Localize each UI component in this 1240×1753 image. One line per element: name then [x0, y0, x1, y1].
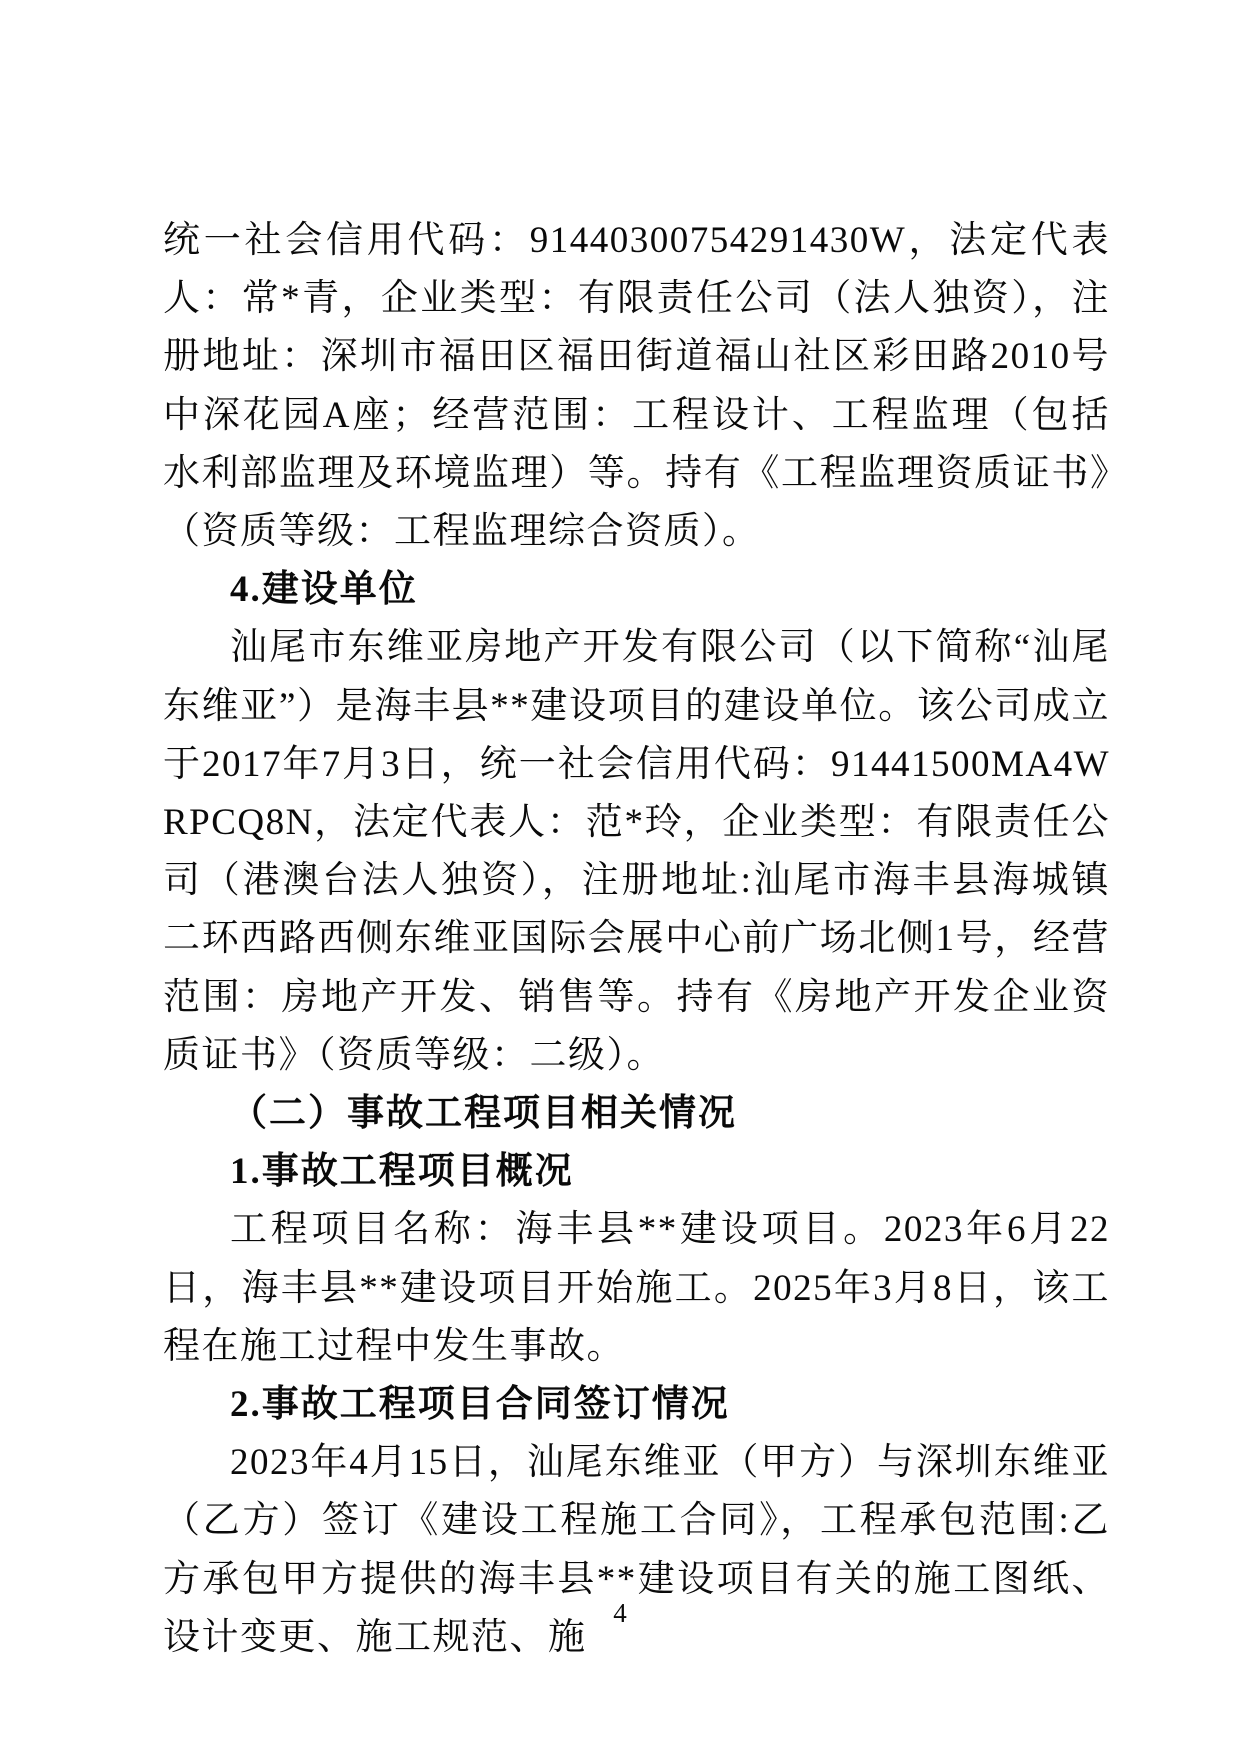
page-footer: [0, 1598, 1240, 1629]
paragraph: 2023年4月15日，汕尾东维亚（甲方）与深圳东维亚（乙方）签订《建设工程施工合同》，工程承包范围:乙方承包甲方提供的海丰县**建设项目有关的施工图纸、设计变更、施工规范、施: [163, 1442, 1110, 1658]
paragraph: 汕尾市东维亚房地产开发有限公司（以下简称“汕尾东维亚”）是海丰县**建设项目的建设单位。该公司成立于2017年7月3日，统一社会信用代码：91441500MA4WRPCQ8N，法定代表人：范*玲，企业类型：有限责任公司（港澳台法人独资），注册地址:汕尾市海丰县海城镇二环西路西侧东维亚国际会展中心前广场北侧1号，经营范围：房地产开发、销售等。持有《房地产开发企业资质证书》（资质等级：二级）。: [163, 627, 1110, 1076]
section-heading: 2.事故工程项目合同签订情况: [230, 1384, 730, 1426]
section-heading: 4.建设单位: [230, 569, 418, 611]
paragraph: 工程项目名称：海丰县**建设项目。2023年6月22日，海丰县**建设项目开始施工。2025年3月8日，该工程在施工过程中发生事故。: [163, 1209, 1110, 1367]
page-number: 4: [613, 1598, 627, 1628]
section-heading: 1.事故工程项目概况: [230, 1151, 574, 1193]
document-body: [163, 212, 1110, 1667]
paragraph: 统一社会信用代码：91440300754291430W，法定代表人：常*青，企业类型：有限责任公司（法人独资），注册地址：深圳市福田区福田街道福山社区彩田路2010号中深花园A座；经营范围：工程设计、工程监理（包括水利部监理及环境监理）等。持有《工程监理资质证书》（资质等级：工程监理综合资质）。: [163, 220, 1110, 553]
section-heading: （二）事故工程项目相关情况: [230, 1093, 737, 1135]
